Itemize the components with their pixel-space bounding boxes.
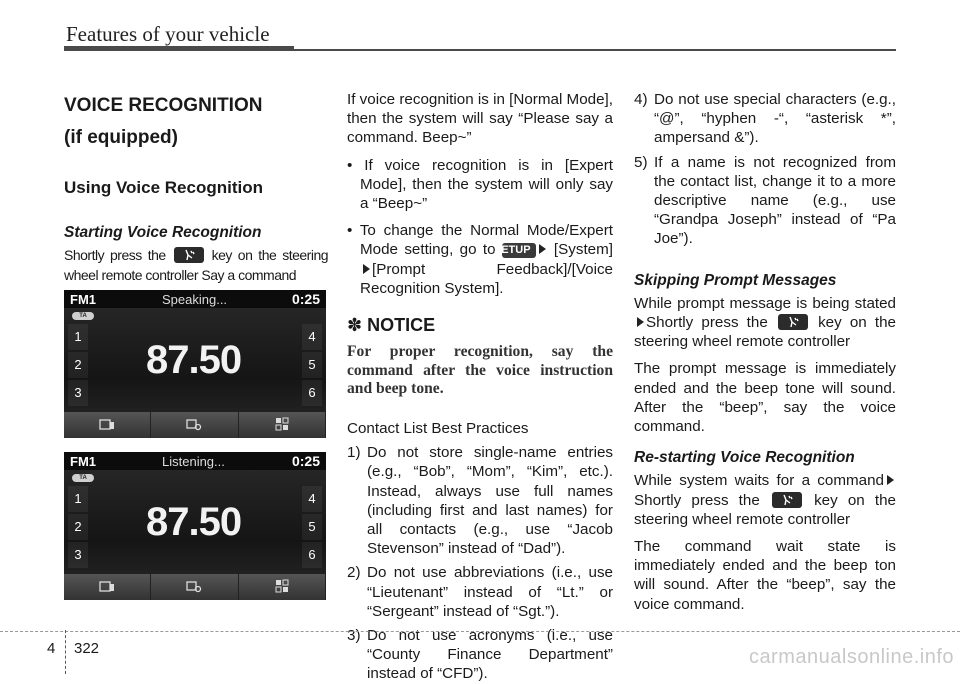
status-label: Speaking... (162, 292, 228, 307)
band-label: FM1 (70, 454, 96, 469)
list-number: 5) (634, 153, 648, 171)
status-label: Listening... (162, 454, 225, 469)
subsection-title: Using Voice Recognition (64, 178, 263, 197)
column-left (64, 90, 328, 285)
radio-search-icon (186, 417, 202, 431)
radio-search-icon (186, 579, 202, 593)
menu-grid-button[interactable] (239, 574, 326, 600)
radio-list-button[interactable] (64, 412, 151, 438)
list-item (347, 626, 613, 684)
list-item (634, 90, 896, 148)
paragraph-restart-result: The command wait state is immediately ended and the beep ton will sound. After the “beep”, say the voice command. (634, 538, 896, 613)
talk-button-icon (778, 314, 808, 330)
bullet-expert-mode: • If voice recognition is in [Expert Mode], then the system will only say a “Beep~” (347, 156, 613, 213)
screen-bottom-bar (64, 574, 326, 600)
text-fragment: key on the steering wheel remote controller (634, 491, 896, 528)
talk-button-icon (772, 492, 802, 508)
paragraph-normal-mode: If voice recognition is in [Normal Mode], then the system will say “Please say a command. Beep~” (347, 91, 613, 147)
text-fragment: Shortly press the (64, 247, 166, 264)
heading-starting-voice-recognition: Starting Voice Recognition (64, 224, 262, 242)
setup-key-icon: SETUP (502, 243, 536, 258)
section-title-line2: (if equipped) (64, 127, 178, 148)
notice-body: For proper recognition, say the command after the voice instruction and beep tone. (347, 343, 613, 398)
footer-rule (0, 631, 960, 633)
arrow-right-icon (637, 317, 644, 327)
radio-search-button[interactable] (151, 412, 238, 438)
frequency-display: 87.50 (146, 500, 242, 544)
list-text: Do not store single-name entries (e.g., “Bob”, “Mom”, “Kim”, etc.). Instead, always use full names (including first and last names) for all contacts (e.g., use “Jacob Stevenson” instead of “Dad”). (367, 444, 613, 558)
column-middle (347, 90, 613, 684)
paragraph-starting (64, 246, 328, 284)
list-item (634, 153, 896, 249)
contact-list-title: Contact List Best Practices (347, 420, 529, 438)
band-label: FM1 (70, 292, 96, 307)
list-item (347, 443, 613, 558)
bullet-change-mode (347, 221, 613, 298)
preset-button[interactable]: 3 (68, 380, 88, 406)
talk-button-icon (174, 247, 204, 263)
text-fragment: key on the steering wheel remote controller (634, 314, 896, 351)
paragraph-restart (634, 471, 896, 529)
text-fragment: key on the steering wheel remote controller Say a command (64, 247, 329, 283)
text-fragment: • To change the Normal Mode/Expert Mode setting, go to (347, 222, 613, 259)
preset-button[interactable]: 1 (68, 324, 88, 350)
radio-search-button[interactable] (151, 574, 238, 600)
page-header-title: Features of your vehicle (66, 22, 270, 46)
radio-list-icon (99, 579, 115, 593)
text-fragment: While prompt message is being stated (634, 294, 896, 312)
list-item (347, 563, 613, 621)
grid-icon (274, 417, 290, 431)
arrow-right-icon (887, 475, 894, 485)
list-number: 4) (634, 91, 648, 108)
preset-button[interactable]: 4 (302, 324, 322, 350)
watermark: carmanualsonline.info (748, 646, 954, 668)
radio-list-button[interactable] (64, 574, 151, 600)
menu-grid-button[interactable] (239, 412, 326, 438)
preset-button[interactable]: 2 (68, 352, 88, 378)
ta-badge: TA (72, 312, 94, 320)
list-text: Do not use special characters (e.g., “@”, “hyphen -“, “asterisk *”, ampersand &”). (654, 91, 896, 147)
paragraph-skip (634, 294, 896, 352)
presets-right (302, 486, 322, 570)
frequency-display: 87.50 (146, 338, 242, 382)
text-fragment: Shortly press the (646, 314, 768, 332)
radio-screen-speaking (64, 290, 326, 438)
arrow-right-icon (363, 264, 370, 274)
list-number: 2) (347, 564, 361, 582)
preset-button[interactable]: 1 (68, 486, 88, 512)
radio-screen-listening (64, 452, 326, 600)
header-rule-thin (294, 49, 896, 51)
list-number: 3) (347, 627, 361, 645)
heading-skipping-prompt: Skipping Prompt Messages (634, 271, 837, 289)
preset-button[interactable]: 5 (302, 352, 322, 378)
text-fragment: Shortly press the (634, 491, 760, 509)
text-fragment: [Prompt Feedback]/[Voice Recognition System]. (360, 260, 613, 297)
paragraph-skip-result: The prompt message is immediately ended and the beep tone will sound. After the “beep”, say the voice command. (634, 360, 896, 436)
list-number: 1) (347, 444, 361, 462)
heading-restarting: Re-starting Voice Recognition (634, 449, 855, 467)
notice-title: ✽ NOTICE (347, 315, 436, 336)
footer-divider (65, 630, 67, 674)
presets-left (68, 324, 88, 408)
header-rule-thick (64, 46, 294, 51)
preset-button[interactable]: 6 (302, 542, 322, 568)
page-number: 322 (74, 640, 100, 657)
preset-button[interactable]: 4 (302, 486, 322, 512)
list-text: If a name is not recognized from the contact list, change it to a more descriptive name (e.g., use “Grandpa Joseph” instead of “Pa Joe”). (654, 153, 896, 248)
preset-button[interactable]: 6 (302, 380, 322, 406)
time-label: 0:25 (291, 291, 320, 307)
preset-button[interactable]: 5 (302, 514, 322, 540)
screen-bottom-bar (64, 412, 326, 438)
ta-badge: TA (72, 474, 94, 482)
list-text: Do not use abbreviations (i.e., use “Lieutenant” instead of “Lt.” or “Sergeant” instead of “Sgt.”). (367, 564, 613, 620)
grid-icon (274, 579, 290, 593)
time-label: 0:25 (291, 453, 320, 469)
preset-button[interactable]: 3 (68, 542, 88, 568)
section-title-line1: VOICE RECOGNITION (64, 95, 263, 116)
preset-button[interactable]: 2 (68, 514, 88, 540)
list-text: Do not use acronyms (i.e., use “County Finance Department” instead of “CFD”). (367, 627, 613, 683)
radio-list-icon (99, 417, 115, 431)
presets-left (68, 486, 88, 570)
arrow-right-icon (539, 244, 546, 254)
presets-right (302, 324, 322, 408)
text-fragment: [System] (553, 241, 613, 259)
text-fragment: While system waits for a command (634, 472, 884, 490)
section-number: 4 (47, 640, 56, 657)
column-right (634, 90, 896, 614)
